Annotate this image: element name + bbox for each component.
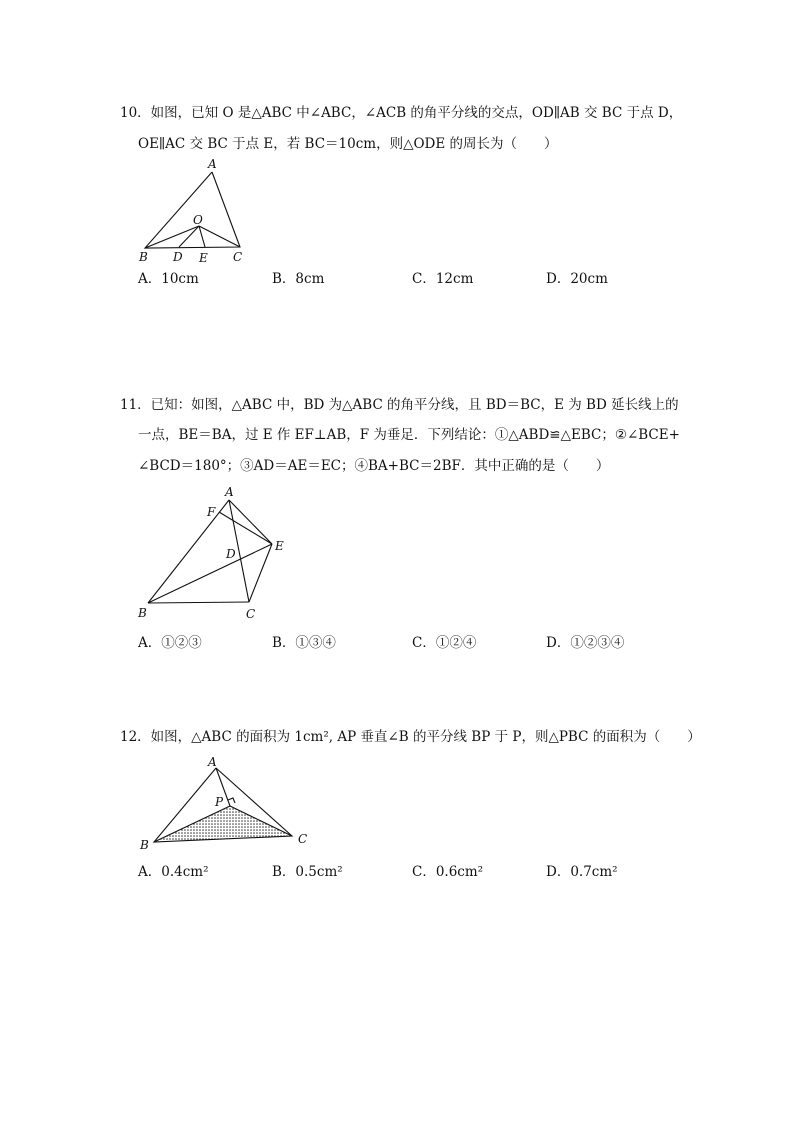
q10-label-a: A <box>208 157 217 171</box>
q10-option-d[interactable]: D．20cm <box>546 271 608 287</box>
q11-label-d: D <box>226 547 236 561</box>
q12-label-c: C <box>298 832 308 846</box>
q10-segment-bo <box>145 226 199 248</box>
q10-option-c[interactable]: C．12cm <box>412 271 474 287</box>
q10-segment-od <box>179 226 199 247</box>
q11-text-line1: 11．已知：如图，△ABC 中，BD 为△ABC 的角平分线，且 BD＝BC，E 为 BD 延长线上的 <box>120 397 679 413</box>
q12-label-a: A <box>208 755 217 769</box>
q10-label-d: D <box>173 250 183 264</box>
q11-option-a[interactable]: A．①②③ <box>138 635 202 651</box>
q11-figure <box>134 484 294 624</box>
q12-option-a[interactable]: A．0.4cm² <box>138 864 209 880</box>
q11-option-d[interactable]: D．①②③④ <box>546 635 625 651</box>
q10-label-b: B <box>139 250 148 264</box>
q10-option-a[interactable]: A．10cm <box>138 271 199 287</box>
q12-option-d[interactable]: D．0.7cm² <box>546 864 618 880</box>
q10-text-line2: OE∥AC 交 BC 于点 E，若 BC＝10cm，则△ODE 的周长为（ ） <box>138 136 558 152</box>
q12-label-p: P <box>215 795 224 809</box>
q12-text-line1: 12．如图，△ABC 的面积为 1cm², AP 垂直∠B 的平分线 BP 于 P，则△PBC 的面积为（ ） <box>120 729 701 745</box>
q12-option-b[interactable]: B．0.5cm² <box>272 864 343 880</box>
q10-label-o: O <box>193 213 203 227</box>
q10-figure <box>135 158 265 268</box>
q10-triangle-abc <box>145 172 240 248</box>
q11-segment-be <box>148 544 272 603</box>
q11-label-e: E <box>275 539 284 553</box>
q11-text-line2: 一点，BE＝BA，过 E 作 EF⊥AB，F 为垂足．下列结论：①△ABD≌△EBC；②∠BCE+ <box>138 427 680 443</box>
q11-option-c[interactable]: C．①②④ <box>412 635 477 651</box>
q11-segment-ab <box>148 500 229 603</box>
q10-label-e: E <box>199 251 208 265</box>
q11-label-c: C <box>246 607 256 621</box>
q11-label-a: A <box>225 485 234 499</box>
q12-option-c[interactable]: C．0.6cm² <box>412 864 484 880</box>
q11-segment-bc <box>148 602 249 603</box>
q12-label-b: B <box>140 838 149 852</box>
q10-label-c: C <box>233 250 243 264</box>
q12-figure <box>136 754 326 854</box>
q10-text-line1: 10．如图，已知 O 是△ABC 中∠ABC，∠ACB 的角平分线的交点，OD∥AB 交 BC 于点 D， <box>120 105 683 121</box>
q11-label-b: B <box>138 606 147 620</box>
q10-option-b[interactable]: B．8cm <box>272 271 325 287</box>
q11-text-line3: ∠BCD＝180°；③AD＝AE＝EC；④BA+BC＝2BF．其中正确的是（ ） <box>138 458 610 474</box>
q11-option-b[interactable]: B．①③④ <box>272 635 336 651</box>
q11-label-f: F <box>207 505 216 519</box>
